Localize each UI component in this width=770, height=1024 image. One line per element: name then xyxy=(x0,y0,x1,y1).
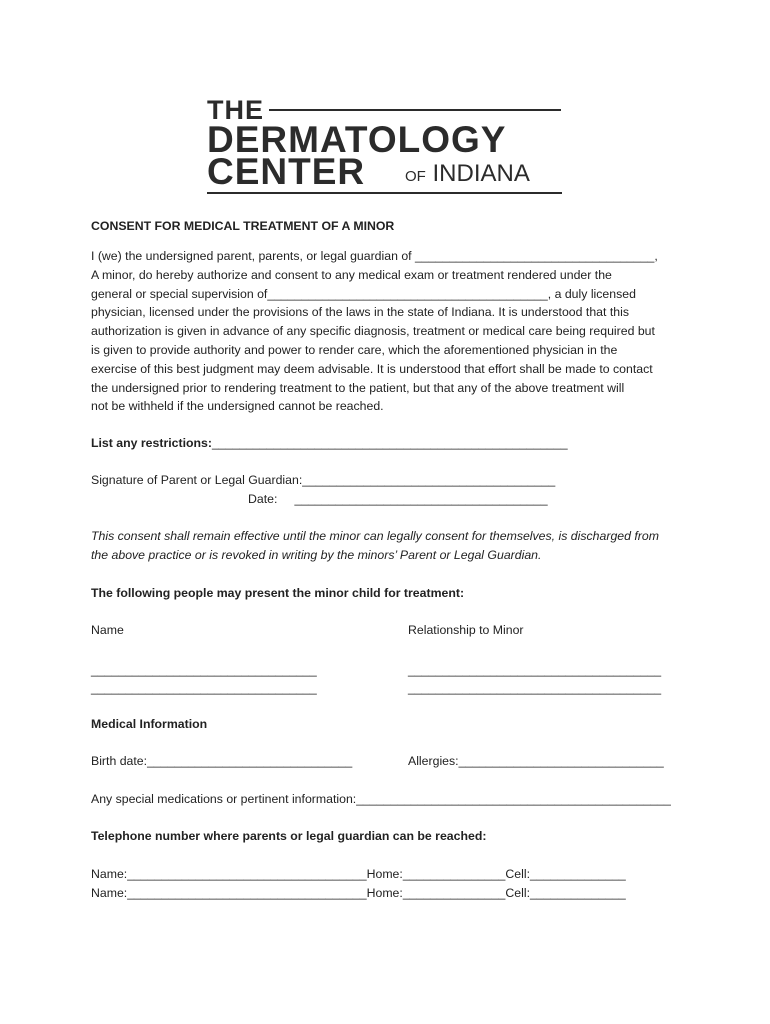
consent-line: authorization is given in advance of any specific diagnosis, treatment or medical care being required but xyxy=(91,324,655,339)
consent-line: physician, licensed under the provisions of the laws in the state of Indiana. It is understood that this xyxy=(91,305,629,320)
phone-home-label: Home: xyxy=(366,886,403,900)
effective-line: This consent shall remain effective until the minor can legally consent for themselves, is discharged from xyxy=(91,529,659,543)
logo-top-rule xyxy=(269,109,561,111)
logo-line-the: THE xyxy=(207,95,264,125)
phone-row xyxy=(91,865,626,884)
birth-date-row xyxy=(91,752,352,771)
medical-heading: Medical Information xyxy=(91,717,208,731)
signature-label: Signature of Parent or Legal Guardian: xyxy=(91,473,303,487)
people-heading: The following people may present the minor child for treatment: xyxy=(91,586,465,600)
signature-row xyxy=(91,471,555,490)
phone-cell-field[interactable]: ______________ xyxy=(530,867,626,881)
phone-cell-label: Cell: xyxy=(505,867,531,881)
phone-name-label: Name: xyxy=(91,867,128,881)
consent-line: the undersigned prior to rendering treatment to the patient, but that any of the above treatment will xyxy=(91,380,625,395)
restrictions-row xyxy=(91,434,568,453)
column-relationship-header: Relationship to Minor xyxy=(408,623,524,637)
logo-indiana: INDIANA xyxy=(432,160,530,187)
person-name-field[interactable]: _________________________________ xyxy=(91,681,317,695)
phone-cell-field[interactable]: ______________ xyxy=(530,886,626,900)
phone-heading: Telephone number where parents or legal guardian can be reached: xyxy=(91,829,487,843)
logo-line-center: CENTER xyxy=(207,151,366,192)
restrictions-field[interactable]: ____________________________________________________ xyxy=(211,436,568,450)
form-title: CONSENT FOR MEDICAL TREATMENT OF A MINOR xyxy=(91,219,395,233)
person-name-field[interactable]: _________________________________ xyxy=(91,663,317,677)
consent-line: not be withheld if the undersigned cannot be reached. xyxy=(91,399,384,414)
consent-line: I (we) the undersigned parent, parents, or legal guardian of ___________________________________, xyxy=(91,249,658,263)
consent-line: general or special supervision of_________________________________________, a duly licensed xyxy=(91,286,636,301)
phone-name-field[interactable]: ___________________________________ xyxy=(127,886,367,900)
date-label: Date: xyxy=(248,492,278,506)
phone-home-field[interactable]: _______________ xyxy=(402,867,506,881)
consent-line: exercise of this best judgment may deem advisable. It is understood that effort shall be made to contact xyxy=(91,361,653,376)
medications-label: Any special medications or pertinent information: xyxy=(91,792,357,806)
phone-cell-label: Cell: xyxy=(505,886,531,900)
signature-date-row xyxy=(248,490,548,509)
logo-line-of-indiana xyxy=(405,161,530,190)
phone-row xyxy=(91,884,626,903)
effective-line: the above practice or is revoked in writing by the minors’ Parent or Legal Guardian. xyxy=(91,548,542,562)
birth-date-label: Birth date: xyxy=(91,754,148,768)
dermatology-center-logo xyxy=(207,95,567,195)
allergies-label: Allergies: xyxy=(408,754,459,768)
restrictions-label: List any restrictions: xyxy=(91,436,212,450)
medications-field[interactable]: ______________________________________________ xyxy=(356,792,671,806)
phone-name-field[interactable]: ___________________________________ xyxy=(127,867,367,881)
logo-of: OF xyxy=(405,168,426,185)
consent-paragraph xyxy=(91,247,691,416)
phone-home-label: Home: xyxy=(366,867,403,881)
birth-date-field[interactable]: ______________________________ xyxy=(147,754,353,768)
date-field[interactable]: _____________________________________ xyxy=(294,492,548,506)
phone-home-field[interactable]: _______________ xyxy=(402,886,506,900)
person-relationship-field[interactable]: _____________________________________ xyxy=(408,681,662,695)
consent-line: is given to provide authority and power to render care, which the aforementioned physician in the xyxy=(91,342,618,357)
person-relationship-field[interactable]: _____________________________________ xyxy=(408,663,662,677)
logo-line-dermatology: DERMATOLOGY xyxy=(207,119,507,160)
column-name-header: Name xyxy=(91,623,124,637)
consent-line: A minor, do hereby authorize and consent to any medical exam or treatment rendered under the xyxy=(91,267,612,282)
allergies-row xyxy=(408,752,664,771)
medications-row xyxy=(91,790,671,809)
logo-bottom-rule xyxy=(207,192,562,194)
phone-name-label: Name: xyxy=(91,886,128,900)
allergies-field[interactable]: ______________________________ xyxy=(458,754,664,768)
signature-field[interactable]: _____________________________________ xyxy=(302,473,556,487)
